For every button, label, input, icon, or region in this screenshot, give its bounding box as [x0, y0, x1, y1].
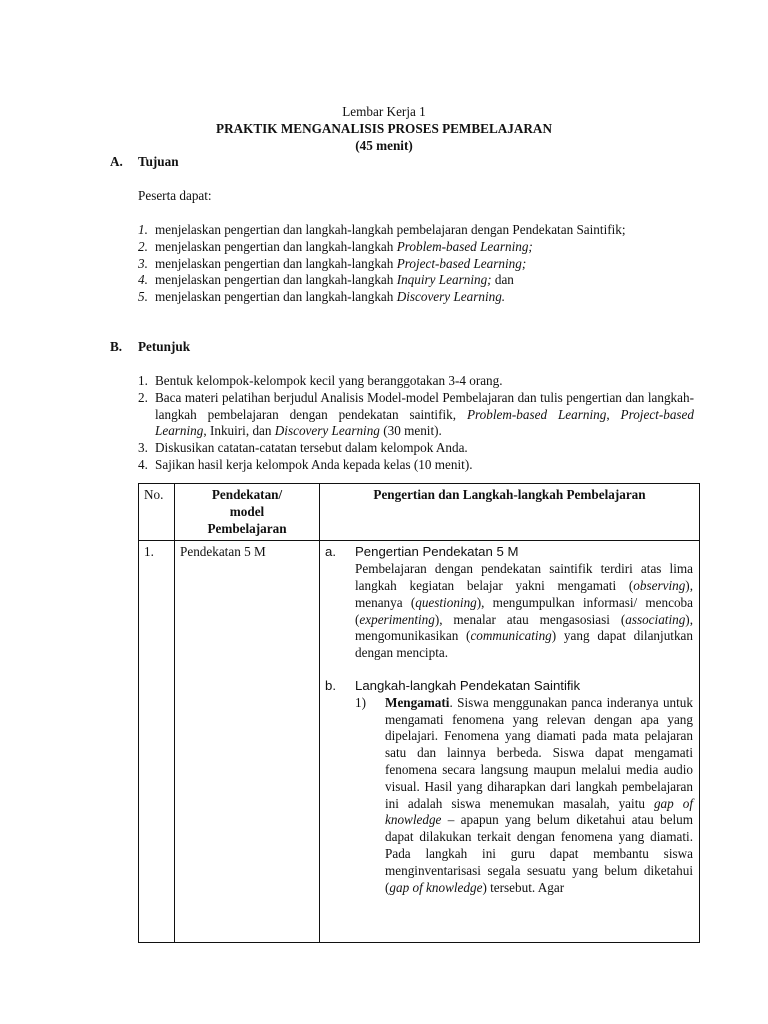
- subsection-b-title: Langkah-langkah Pendekatan Saintifik: [355, 677, 581, 693]
- row-no: 1.: [139, 541, 175, 943]
- section-b-letter: B.: [110, 339, 123, 354]
- table-row: [139, 541, 700, 943]
- header-model: Pendekatan/ model Pembelajaran: [175, 484, 320, 541]
- worksheet-title: PRAKTIK MENGANALISIS PROSES PEMBELAJARAN: [216, 121, 552, 136]
- section-a-title: Tujuan: [138, 154, 179, 169]
- list-item: 3. menjelaskan pengertian dan langkah-langkah Project-based Learning;: [138, 255, 527, 271]
- section-b-title: Petunjuk: [138, 339, 191, 354]
- list-item: 4. Sajikan hasil kerja kelompok Anda kepada kelas (10 menit).: [138, 456, 473, 472]
- header-content: Pengertian dan Langkah-langkah Pembelajaran: [320, 484, 700, 541]
- worksheet-table: [138, 483, 700, 943]
- list-item: 1. menjelaskan pengertian dan langkah-langkah pembelajaran dengan Pendekatan Saintifik;: [138, 222, 626, 237]
- subsection-a-paragraph: Pembelajaran dengan pendekatan saintifik terdiri atas lima langkah kegiatan belajar yakni mengamati (observing), menanya (questioning), mengumpulkan informasi/ mencoba (experimenting), menalar atau mengasosiasi (associating), mengomunikasikan (communicating) yang dapat dilanjutkan dengan mencipta.: [355, 561, 693, 661]
- row-model: Pendekatan 5 M: [175, 541, 320, 943]
- list-item: 5. menjelaskan pengertian dan langkah-langkah Discovery Learning.: [138, 289, 506, 305]
- list-item: 4. menjelaskan pengertian dan langkah-langkah Inquiry Learning; dan: [138, 272, 514, 288]
- objectives-list: [138, 222, 658, 306]
- list-item: 1. Bentuk kelompok-kelompok kecil yang beranggotakan 3-4 orang.: [138, 373, 503, 388]
- step-1: 1) Mengamati. Siswa menggunakan panca inderanya untuk mengamati fenomena yang relevan dengan apa yang dipelajari. Fenomena yang diamati pada mata pelajaran satu dan lainnya berbeda. Siswa dapat mengamati fenomena secara langsung maupun melalui media audio visual. Hasil yang diharapkan dari langkah pembelajaran ini adalah siswa menemukan masalah, yaitu gap of knowledge – apapun yang belum diketahui atau belum dapat dilakukan terkait dengan fenomena yang diamati. Pada langkah ini guru dapat membantu siswa menginventarisasi segala sesuatu yang belum diketahui (gap of knowledge) tersebut. Agar: [355, 694, 693, 895]
- worksheet-number: Lembar Kerja 1: [342, 104, 426, 119]
- subsection-a-title: Pengertian Pendekatan 5 M: [355, 544, 519, 560]
- instructions-list: [138, 373, 694, 474]
- list-item: 2. menjelaskan pengertian dan langkah-langkah Problem-based Learning;: [138, 238, 533, 254]
- section-a-letter: A.: [110, 154, 123, 169]
- worksheet-duration: (45 menit): [355, 138, 413, 153]
- header-no: No.: [139, 484, 175, 541]
- subsection-b: b. Langkah-langkah Pendekatan Saintifik 1) Mengamati. Siswa menggunakan panca inderanya untuk mengamati fenomena yang relevan dengan apa yang dipelajari. Fenomena yang diamati pada mata pelajaran satu dan lainnya berbeda. Siswa dapat mengamati fenomena secara langsung maupun melalui media audio visual. Hasil yang diharapkan dari langkah pembelajaran ini adalah siswa menemukan masalah, yaitu gap of knowledge – apapun yang belum diketahui atau belum dapat dilakukan terkait dengan fenomena yang diamati. Pada langkah ini guru dapat membantu siswa menginventarisasi segala sesuatu yang belum diketahui (gap of knowledge) tersebut. Agar: [325, 677, 693, 895]
- subsection-a: a. Pengertian Pendekatan 5 M Pembelajaran dengan pendekatan saintifik terdiri atas lima langkah kegiatan belajar yakni mengamati (observing), menanya (questioning), mengumpulkan informasi/ mencoba (experimenting), menalar atau mengasosiasi (associating), mengomunikasikan (communicating) yang dapat dilanjutkan dengan mencipta.: [325, 544, 693, 661]
- table-header-row: [139, 484, 700, 541]
- row-content: [320, 541, 700, 943]
- list-item: 2. Baca materi pelatihan berjudul Analisis Model-model Pembelajaran dan tulis pengertian dan langkah-langkah pembelajaran dengan pendekatan saintifik, Problem-based Learning, Project-based Learning, Inkuiri, dan Discovery Learning (30 menit).: [138, 389, 694, 439]
- section-a-intro: Peserta dapat:: [138, 188, 212, 203]
- list-item: 3. Diskusikan catatan-catatan tersebut dalam kelompok Anda.: [138, 440, 468, 456]
